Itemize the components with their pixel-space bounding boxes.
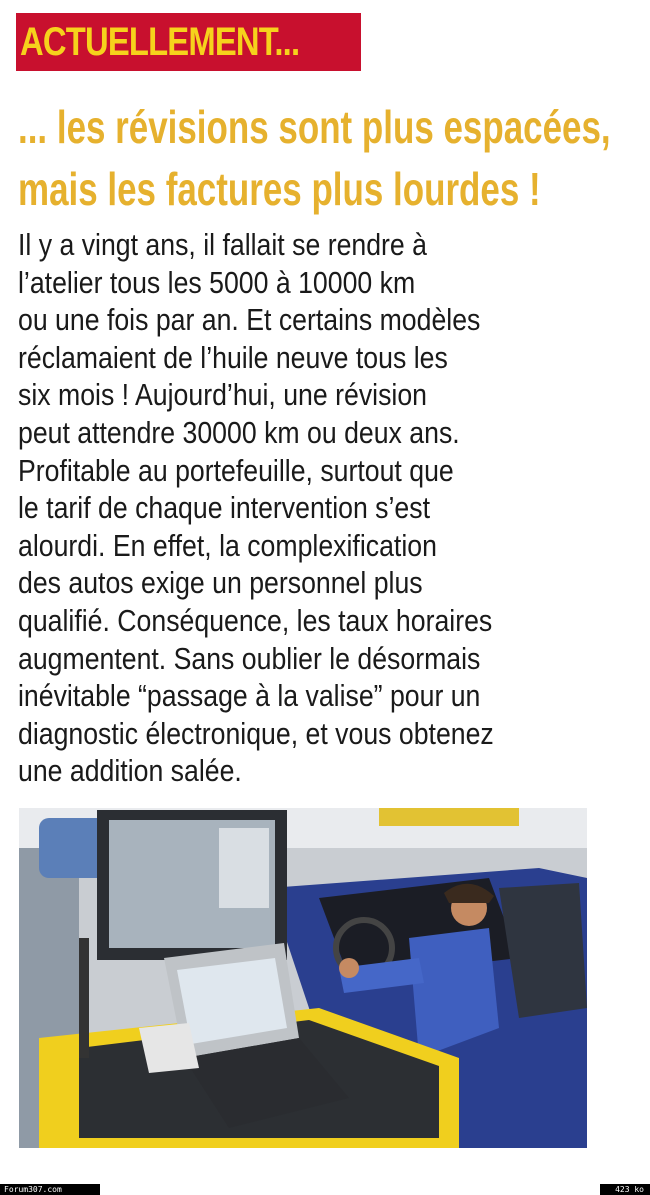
footer-source: Forum307.com (0, 1184, 100, 1195)
body-line: diagnostic électronique, et vous obtenez (18, 715, 494, 751)
garage-diagnostic-photo (19, 808, 587, 1148)
yellow-beam (379, 808, 519, 826)
body-line: le tarif de chaque intervention s’est (18, 490, 430, 526)
paper-sheet (139, 1023, 199, 1073)
headline-line-1: ... les révisions sont plus espacées, (18, 101, 611, 153)
monitor-pole (79, 938, 89, 1058)
headline-line-2: mais les factures plus lourdes ! (18, 163, 541, 215)
body-line: alourdi. En effet, la complexification (18, 527, 437, 563)
body-line: six mois ! Aujourd’hui, une révision (18, 377, 427, 413)
body-line: l’atelier tous les 5000 à 10000 km (18, 264, 416, 300)
kicker-text: ACTUELLEMENT... (20, 20, 300, 64)
technician-hand (339, 958, 359, 978)
body-line: ou une fois par an. Et certains modèles (18, 302, 481, 338)
article-body (18, 226, 638, 790)
body-line: réclamaient de l’huile neuve tous les (18, 339, 448, 375)
body-line: des autos exige un personnel plus (18, 565, 423, 601)
monitor-window (219, 828, 269, 908)
headline (18, 96, 638, 220)
body-line: une addition salée. (18, 753, 242, 789)
body-line: qualifié. Conséquence, les taux horaires (18, 602, 493, 638)
footer-size: 423 ko (600, 1184, 650, 1195)
body-line: Profitable au portefeuille, surtout que (18, 452, 454, 488)
kicker-banner (16, 13, 361, 71)
body-line: Il y a vingt ans, il fallait se rendre à (18, 227, 427, 262)
photo-illustration (19, 808, 587, 1148)
body-line: augmentent. Sans oublier le désormais (18, 640, 481, 676)
body-line: inévitable “passage à la valise” pour un (18, 678, 481, 714)
body-line: peut attendre 30000 km ou deux ans. (18, 414, 460, 450)
